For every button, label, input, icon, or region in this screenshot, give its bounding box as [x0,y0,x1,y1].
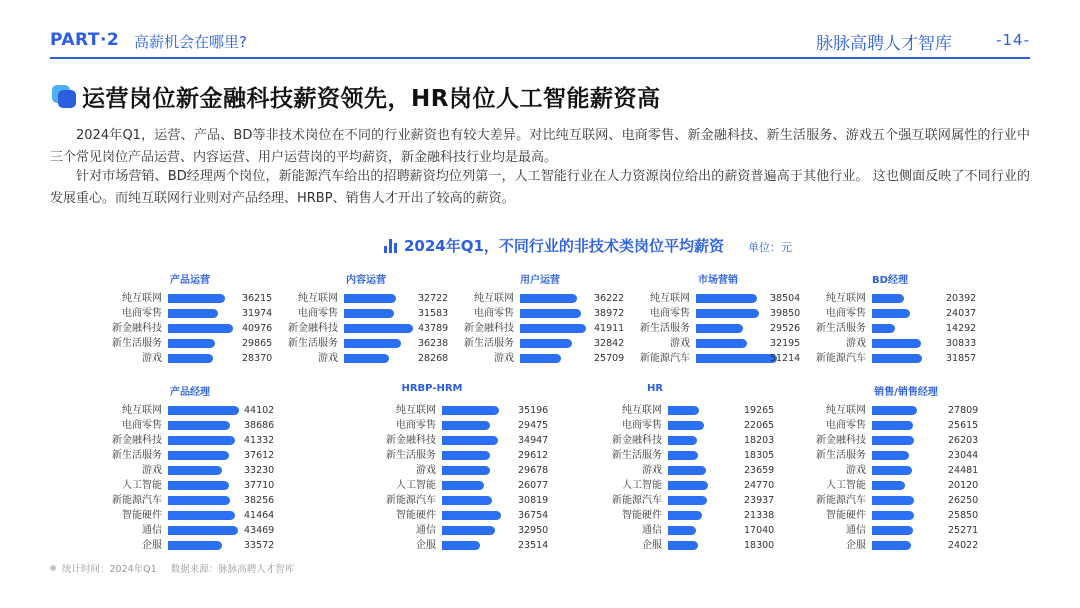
value-label: 39850 [770,308,801,319]
value-label: 23659 [744,465,775,476]
page-title: 运营岗位新金融科技薪资领先，HR岗位人工智能薪资高 [82,86,661,112]
bar-mark [520,309,581,318]
bar-mark [872,511,914,520]
panel-title: 销售/销售经理 [874,387,938,398]
bar-mark [668,496,707,505]
header-divider [50,57,1030,59]
category-label: 新金融科技 [386,435,436,446]
category-label: 企服 [142,540,162,551]
value-label: 29678 [518,465,549,476]
category-label: 纯互联网 [622,405,662,416]
category-label: 新金融科技 [464,323,514,334]
chart-title: 2024年Q1，不同行业的非技术类岗位平均薪资 [404,237,724,255]
category-label: 新生活服务 [288,338,338,349]
value-label: 41464 [244,510,275,521]
title-bullet-icon [52,85,76,107]
bar-mark [668,466,706,475]
category-label: 游戏 [642,465,662,476]
value-label: 38504 [770,293,801,304]
category-label: 纯互联网 [826,405,866,416]
bar-mark [696,339,747,348]
value-label: 26203 [948,435,979,446]
footer-note [50,561,294,575]
category-label: 智能硬件 [122,510,162,521]
category-label: 纯互联网 [396,405,436,416]
category-label: 电商零售 [474,308,514,319]
category-label: 通信 [142,525,162,536]
bar-mark [442,421,490,430]
category-label: 新能源汽车 [816,353,866,364]
category-label: 新金融科技 [612,435,662,446]
value-label: 30833 [946,338,977,349]
bar-mark [168,541,222,550]
category-label: 智能硬件 [622,510,662,521]
value-label: 26077 [518,480,549,491]
bar-mark [442,526,495,535]
category-label: 纯互联网 [474,293,514,304]
category-label: 新金融科技 [288,323,338,334]
category-label: 企服 [846,540,866,551]
bar-mark [696,309,759,318]
bar-mark [442,406,499,415]
category-label: 企服 [416,540,436,551]
panel-title: 产品运营 [170,275,210,286]
bar-mark [668,436,697,445]
category-label: 新能源汽车 [816,495,866,506]
value-label: 32722 [418,293,449,304]
bar-mark [668,541,698,550]
value-label: 51214 [770,353,801,364]
value-label: 36222 [594,293,625,304]
value-label: 25709 [594,353,625,364]
bar-mark [344,339,401,348]
bar-mark [872,324,895,333]
category-label: 纯互联网 [826,293,866,304]
value-label: 27809 [948,405,979,416]
value-label: 31974 [242,308,273,319]
bar-mark [872,436,914,445]
category-label: 新生活服务 [816,323,866,334]
bar-mark [696,354,777,363]
bar-mark [872,339,921,348]
category-label: 纯互联网 [122,405,162,416]
value-label: 33230 [244,465,275,476]
category-label: 新能源汽车 [640,353,690,364]
value-label: 22065 [744,420,775,431]
part-label: PART·2 [50,30,120,50]
category-label: 游戏 [318,353,338,364]
category-label: 电商零售 [650,308,690,319]
value-label: 23937 [744,495,775,506]
brand-name: 脉脉高聘人才智库 [816,34,952,54]
bar-mark [668,481,708,490]
intro-paragraph-1: 2024年Q1，运营、产品、BD等非技术岗位在不同的行业薪资也有较大差异。对比纯互联网、电商零售、新金融科技、新生活服务、游戏五个强互联网属性的行业中三个常见岗位产品运营、内容运营、用户运营岗的平均薪资，新金融科技行业均是最高。 [50,128,1030,165]
value-label: 30819 [518,495,549,506]
value-label: 32950 [518,525,549,536]
value-label: 29526 [770,323,801,334]
bar-mark [696,294,757,303]
value-label: 25850 [948,510,979,521]
bar-mark [168,496,230,505]
bar-mark [442,451,490,460]
panel-title: 产品经理 [170,387,210,398]
category-label: 通信 [642,525,662,536]
category-label: 人工智能 [122,480,162,491]
category-label: 新生活服务 [816,450,866,461]
value-label: 24481 [948,465,979,476]
bar-mark [442,466,490,475]
category-label: 新金融科技 [816,435,866,446]
bar-mark [168,451,229,460]
bar-mark [168,294,225,303]
category-label: 通信 [846,525,866,536]
category-label: 新生活服务 [640,323,690,334]
page-header [0,0,1080,60]
category-label: 新能源汽车 [112,495,162,506]
bar-mark [168,339,215,348]
value-label: 24770 [744,480,775,491]
value-label: 29865 [242,338,273,349]
value-label: 18203 [744,435,775,446]
value-label: 41911 [594,323,625,334]
category-label: 电商零售 [122,420,162,431]
category-label: 新能源汽车 [386,495,436,506]
value-label: 14292 [946,323,977,334]
bar-mark [872,309,910,318]
bar-mark [872,451,909,460]
bar-chart-icon [384,239,398,253]
value-label: 17040 [744,525,775,536]
value-label: 38256 [244,495,275,506]
bar-mark [344,309,394,318]
value-label: 23514 [518,540,549,551]
bar-mark [668,511,702,520]
footer-dot-icon [50,565,56,571]
category-label: 人工智能 [826,480,866,491]
value-label: 18305 [744,450,775,461]
bar-mark [344,294,396,303]
category-label: 电商零售 [122,308,162,319]
category-label: 游戏 [494,353,514,364]
value-label: 20392 [946,293,977,304]
category-label: 纯互联网 [298,293,338,304]
value-label: 28370 [242,353,273,364]
value-label: 35196 [518,405,549,416]
bar-mark [442,511,501,520]
bar-mark [520,294,577,303]
value-label: 20120 [948,480,979,491]
bar-mark [872,496,914,505]
bar-mark [668,406,699,415]
bar-mark [872,421,913,430]
value-label: 38686 [244,420,275,431]
value-label: 34947 [518,435,549,446]
bar-mark [668,451,698,460]
category-label: 通信 [416,525,436,536]
value-label: 25271 [948,525,979,536]
category-label: 新生活服务 [112,338,162,349]
bar-mark [344,324,413,333]
value-label: 24037 [946,308,977,319]
page-number: -14- [996,31,1030,49]
category-label: 新金融科技 [112,435,162,446]
bar-mark [168,466,222,475]
category-label: 电商零售 [298,308,338,319]
bar-mark [696,324,743,333]
bar-mark [872,294,904,303]
category-label: 企服 [642,540,662,551]
value-label: 33572 [244,540,275,551]
category-label: 新金融科技 [112,323,162,334]
value-label: 31583 [418,308,449,319]
section-subtitle: 高薪机会在哪里? [134,33,247,51]
category-label: 智能硬件 [826,510,866,521]
category-label: 电商零售 [396,420,436,431]
bar-mark [168,309,218,318]
value-label: 32842 [594,338,625,349]
value-label: 41332 [244,435,275,446]
category-label: 游戏 [846,465,866,476]
panel-title: 市场营销 [698,275,738,286]
bar-mark [442,541,480,550]
value-label: 29475 [518,420,549,431]
value-label: 40976 [242,323,273,334]
bar-mark [872,354,922,363]
category-label: 新生活服务 [464,338,514,349]
bar-mark [520,324,586,333]
panel-title: 用户运营 [520,275,560,286]
bar-mark [442,496,492,505]
bar-mark [344,354,389,363]
value-label: 18300 [744,540,775,551]
chart-unit: 单位：元 [748,241,792,254]
value-label: 31857 [946,353,977,364]
category-label: 游戏 [416,465,436,476]
value-label: 43469 [244,525,275,536]
value-label: 36238 [418,338,449,349]
value-label: 24022 [948,540,979,551]
bar-mark [168,421,230,430]
value-label: 36754 [518,510,549,521]
panel-title: HR [646,383,664,394]
category-label: 纯互联网 [122,293,162,304]
value-label: 25615 [948,420,979,431]
category-label: 游戏 [846,338,866,349]
intro-paragraph-2: 针对市场营销、BD经理两个岗位，新能源汽车给出的招聘薪资均位列第一，人工智能行业在人力资源岗位给出的薪资普遍高于其他行业。 这也侧面反映了不同行业的发展重心。而纯互联网行业则对产品经理、HRBP、销售人才开出了较高的薪资。 [50,169,1030,206]
category-label: 纯互联网 [650,293,690,304]
panel-title: 内容运营 [346,275,386,286]
category-label: 电商零售 [622,420,662,431]
value-label: 28268 [418,353,449,364]
value-label: 43789 [418,323,449,334]
category-label: 游戏 [142,353,162,364]
bar-mark [442,481,484,490]
bar-mark [872,481,905,490]
category-label: 游戏 [142,465,162,476]
bar-mark [520,339,572,348]
value-label: 36215 [242,293,273,304]
category-label: 人工智能 [622,480,662,491]
category-label: 电商零售 [826,420,866,431]
bar-mark [168,511,235,520]
value-label: 21338 [744,510,775,521]
bar-mark [872,526,913,535]
category-label: 新生活服务 [612,450,662,461]
value-label: 44102 [244,405,275,416]
bar-mark [168,481,229,490]
panel-title: HRBP-HRM [401,383,463,394]
category-label: 电商零售 [826,308,866,319]
bar-mark [872,541,911,550]
bar-mark [442,436,498,445]
bar-mark [168,406,239,415]
value-label: 29612 [518,450,549,461]
bar-mark [520,354,561,363]
bar-mark [168,526,238,535]
data-source: 数据来源：脉脉高聘人才智库 [170,564,295,575]
bar-mark [872,466,912,475]
value-label: 19265 [744,405,775,416]
bar-mark [168,324,233,333]
panel-title: BD经理 [872,275,908,286]
category-label: 智能硬件 [396,510,436,521]
bar-mark [668,526,696,535]
value-label: 37612 [244,450,275,461]
value-label: 32195 [770,338,801,349]
bar-mark [168,436,235,445]
value-label: 23044 [948,450,979,461]
category-label: 游戏 [670,338,690,349]
category-label: 新生活服务 [112,450,162,461]
bar-mark [168,354,213,363]
bar-mark [668,421,704,430]
category-label: 新生活服务 [386,450,436,461]
stat-time: 统计时间：2024年Q1 [62,564,157,575]
value-label: 37710 [244,480,275,491]
value-label: 38972 [594,308,625,319]
bar-mark [872,406,917,415]
category-label: 新能源汽车 [612,495,662,506]
value-label: 26250 [948,495,979,506]
category-label: 人工智能 [396,480,436,491]
